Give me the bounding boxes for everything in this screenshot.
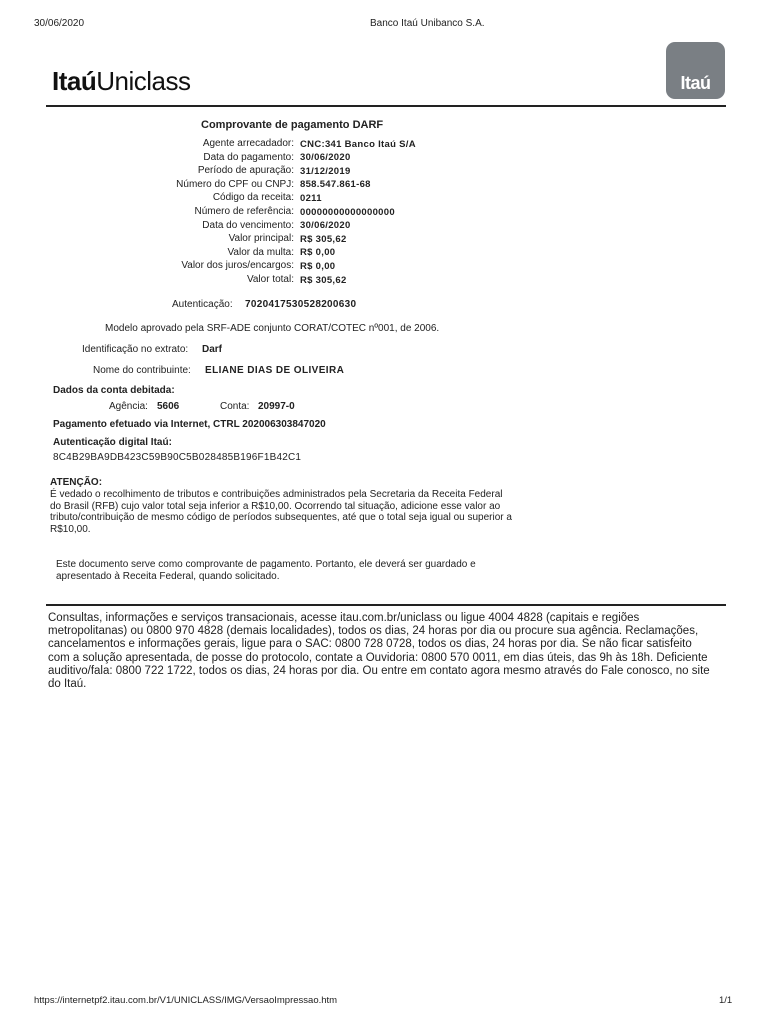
notice-line: apresentado à Receita Federal, quando solicitado.: [56, 570, 280, 582]
field-label: Valor total:: [246, 274, 294, 285]
field-value: 858.547.861-68: [300, 179, 371, 191]
footer-line: metropolitanas) ou 0800 970 4828 (demais localidades), todos os dias, 24 horas por dia ou procure sua agência. Reclamações,: [48, 625, 699, 638]
attention-line: tributo/contribuição de mesmo código de períodos subsequentes, até que o total seja igual ou superior a: [50, 512, 512, 523]
page-number: 1/1: [719, 995, 733, 1006]
field-label: Valor principal:: [228, 233, 294, 245]
field-label: Data do vencimento:: [202, 219, 294, 231]
attention-text: [50, 489, 570, 535]
logo-light-text: Uniclass: [96, 66, 191, 96]
field-value: 00000000000000000: [300, 206, 395, 218]
account-title: Dados da conta debitada:: [53, 385, 175, 396]
statement-id-label: Identificação no extrato:: [82, 344, 189, 355]
account-value: 20997-0: [258, 401, 295, 412]
field-label: Data do pagamento:: [203, 151, 294, 163]
print-title: Banco Itaú Unibanco S.A.: [370, 18, 485, 29]
itau-badge-text: Itaú: [680, 73, 711, 93]
logo-bold-text: Itaú: [52, 66, 97, 96]
field-value: 31/12/2019: [300, 165, 351, 177]
field-value: R$ 0,00: [300, 247, 336, 259]
field-value: 30/06/2020: [300, 220, 351, 232]
receipt-title: Comprovante de pagamento DARF: [201, 119, 384, 131]
statement-id-value: Darf: [202, 344, 223, 355]
digital-auth-value: 8C4B29BA9DB423C59B90C5B028485B196F1B42C1: [53, 452, 302, 463]
field-label: Valor da multa:: [227, 246, 294, 258]
attention-line: do Brasil (RFB) cujo valor total seja inferior a R$10,00. Ocorrendo tal situação, adicione esse valor ao: [50, 500, 501, 512]
agency-label: Agência:: [109, 401, 148, 412]
field-label: Número do CPF ou CNPJ:: [176, 178, 294, 190]
field-value: R$ 305,62: [300, 233, 347, 245]
field-value: R$ 0,00: [300, 260, 336, 272]
agency-value: 5606: [157, 401, 180, 412]
print-url: https://internetpf2.itau.com.br/V1/UNICLASS/IMG/VersaoImpressao.htm: [34, 995, 338, 1006]
field-label: Valor dos juros/encargos:: [181, 260, 294, 272]
field-value: CNC:341 Banco Itaú S/A: [300, 138, 416, 150]
itau-uniclass-logo: [52, 66, 190, 97]
notice-text: [56, 559, 576, 582]
payment-note: Pagamento efetuado via Internet, CTRL 202006303847020: [53, 419, 326, 430]
taxpayer-label: Nome do contribuinte:: [93, 365, 191, 376]
footer-contact-text: [48, 612, 720, 691]
footer-line: Consultas, informações e serviços transacionais, acesse itau.com.br/uniclass ou ligue 4004 4828 (capitais e regiões: [48, 612, 640, 624]
itau-badge-logo: [666, 42, 725, 99]
account-label: Conta:: [220, 401, 250, 412]
taxpayer-value: ELIANE DIAS DE OLIVEIRA: [205, 365, 345, 376]
attention-line: É vedado o recolhimento de tributos e contribuições administrados pela Secretaria da Receita Federal: [50, 489, 503, 500]
field-label: Período de apuração:: [197, 165, 294, 177]
footer-line: com a solução apresentada, de posse do protocolo, contate a Ouvidoria: 0800 570 0011, em dias úteis, das 9h às 18h. Deficiente: [48, 651, 708, 664]
digital-auth-label: Autenticação digital Itaú:: [53, 437, 172, 448]
auth-value: 7020417530528200630: [245, 299, 357, 310]
notice-line: Este documento serve como comprovante de pagamento. Portanto, ele deverá ser guardado e: [56, 559, 476, 570]
field-value: 30/06/2020: [300, 152, 351, 164]
field-label: Número de referência:: [194, 206, 294, 217]
field-label: Código da receita:: [212, 192, 294, 204]
footer-line: auditivo/fala: 0800 722 1722, todos os dias, 24 horas por dia. Ou entre em contato agora mesmo através do Fale conosco, no site: [48, 664, 710, 677]
auth-label: Autenticação:: [172, 299, 233, 310]
top-divider: [46, 105, 726, 107]
field-value: R$ 305,62: [300, 274, 347, 286]
attention-title: ATENÇÃO:: [50, 477, 103, 488]
model-note: Modelo aprovado pela SRF-ADE conjunto CORAT/COTEC nº001, de 2006.: [105, 323, 440, 334]
attention-line: R$10,00.: [50, 523, 91, 535]
footer-line: do Itaú.: [48, 678, 87, 691]
field-value: 0211: [300, 192, 322, 204]
print-date: 30/06/2020: [34, 18, 85, 29]
footer-line: cancelamentos e informações gerais, ligue para o SAC: 0800 728 0728, todos os dias, 24 horas por dia. Se não ficar satisfeito: [48, 638, 692, 651]
bottom-divider: [46, 604, 726, 606]
field-label: Agente arrecadador:: [202, 138, 294, 149]
